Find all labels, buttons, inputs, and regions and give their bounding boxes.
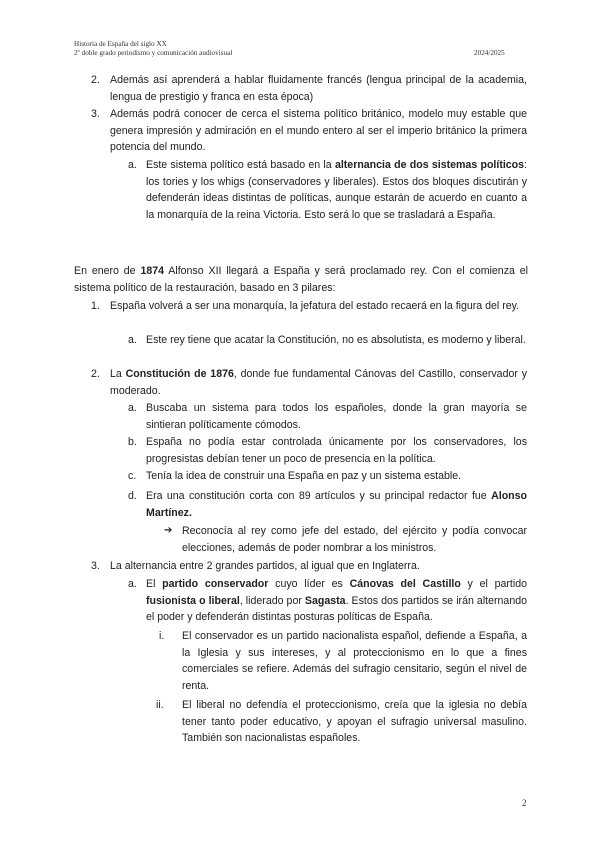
header-course-title: Historia de España del siglo XX: [74, 40, 167, 48]
list-marker: ii.: [156, 699, 164, 711]
list-marker: 3.: [91, 560, 100, 572]
list-item-british-system: Además podrá conocer de cerca el sistema político británico, modelo muy estable que genera impresión y admiración en el mundo entero al ser el imperio británico la primera potencia del mundo.: [110, 108, 527, 154]
constitution-detail-c: Tenía la idea de construir una España en paz y un sistema estable.: [146, 470, 462, 482]
pillar-party-alternation: La alternancia entre 2 grandes partidos, al igual que en Inglaterra.: [110, 560, 420, 572]
list-marker: i.: [159, 630, 165, 642]
pillar-constitution: La Constitución de 1876, donde fue fundamental Cánovas del Castillo, conservador y moderado.: [110, 368, 527, 397]
list-marker: b.: [128, 436, 137, 448]
list-marker: 2.: [91, 74, 100, 86]
intro-paragraph: En enero de 1874 Alfonso XII llegará a España y será proclamado rey. Con el comienza el sistema político de la restauración, basado en 3 pilares:: [74, 265, 528, 294]
header-year: 2024/2025: [474, 49, 505, 57]
list-item-learn-french: Además así aprenderá a hablar fluidamente francés (lengua principal de la academia, lengua de prestigio y franca en esta época): [110, 74, 527, 103]
header-degree: 2º doble grado periodismo y comunicación audiovisual: [74, 49, 233, 57]
list-marker: 2.: [91, 368, 100, 380]
pillar-monarchy: España volverá a ser una monarquía, la jefatura del estado recaerá en la figura del rey.: [110, 300, 520, 312]
constitution-detail-d: Era una constitución corta con 89 artículos y su principal redactor fue Alonso Martínez.: [146, 490, 527, 519]
list-marker: c.: [128, 470, 137, 482]
arrow-right-icon: ➔: [164, 525, 173, 536]
list-marker: a.: [128, 159, 137, 171]
list-item-two-party-alternation: Este sistema político está basado en la alternancia de dos sistemas políticos: los tories y los whigs (conservadores y liberales). Estos dos bloques discutirán y defenderán ideas distintas de políticas, aunque estarán de acuerdo en cuanto a la monarquía de la reina Victoria. Esto será lo que se trasladará a España.: [146, 159, 527, 222]
liberal-party-description: El liberal no defendía el proteccionismo, creía que la iglesia no debía tener tanto poder educativo, y apoyan el sufragio universal masulino. También son nacionalistas españoles.: [182, 699, 527, 745]
conservative-party-description: El conservador es un partido nacionalista español, defiende a España, a la Iglesia y sus intereses, y al proteccionismo en lo que a fines comerciales se refiere. Además del sufragio censitario, según el nivel de renta.: [182, 630, 527, 693]
list-marker: a.: [128, 334, 137, 346]
constitution-king-powers: Reconocía al rey como jefe del estado, del ejército y podía convocar elecciones, además de poder nombrar a los ministros.: [182, 525, 527, 554]
page-number: 2: [522, 798, 527, 808]
pillar-monarchy-detail: Este rey tiene que acatar la Constitución, no es absolutista, es moderno y liberal.: [146, 334, 526, 346]
list-marker: 1.: [91, 300, 100, 312]
constitution-detail-b: España no podía estar controlada únicamente por los conservadores, los progresistas debían tener un poco de presencia en la política.: [146, 436, 527, 465]
list-marker: a.: [128, 578, 137, 590]
list-marker: d.: [128, 490, 137, 502]
parties-description: El partido conservador cuyo líder es Cánovas del Castillo y el partido fusionista o liberal, liderado por Sagasta. Estos dos partidos se irán alternando el poder y defenderán distintas posturas políticas de España.: [146, 578, 527, 624]
list-marker: a.: [128, 402, 137, 414]
constitution-detail-a: Buscaba un sistema para todos los españoles, donde la gran mayoría se sintieran políticamente cómodos.: [146, 402, 527, 431]
list-marker: 3.: [91, 108, 100, 120]
